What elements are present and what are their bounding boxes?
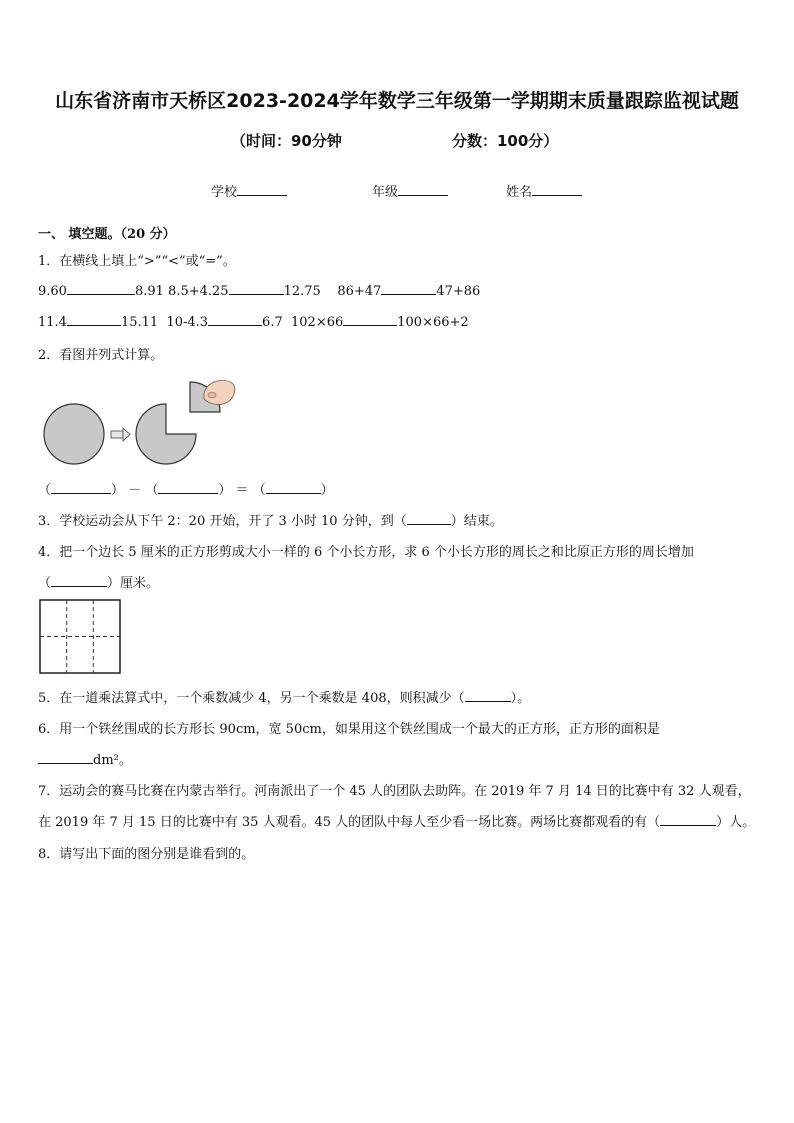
q1-row1: 9.60 8.91 8.5+4.25 12.75 86+47 47+86	[38, 284, 481, 299]
answer-blank[interactable]	[158, 481, 218, 494]
q8-text: 8．请写出下面的图分别是谁看到的。	[38, 847, 255, 862]
q2-text: 2．看图并列式计算。	[38, 348, 164, 363]
q4-square-figure	[39, 599, 123, 675]
name-field[interactable]	[506, 181, 582, 200]
grade-blank[interactable]	[398, 183, 448, 196]
school-label: 学校	[211, 185, 238, 200]
answer-blank[interactable]	[67, 313, 121, 326]
square-outline	[40, 600, 120, 673]
q1-text: 1．在横线上填上“>”“<”或“=”。	[38, 254, 236, 269]
q5-text: 5．在一道乘法算式中，一个乘数减少 4，另一个乘数是 408，则积减少（ ）。	[38, 691, 531, 706]
section-heading: 一、 填空题。（20 分）	[38, 227, 176, 242]
school-blank[interactable]	[237, 183, 287, 196]
q3-text: 3．学校运动会从下午 2：20 开始，开了 3 小时 10 分钟，到（ ）结束。	[38, 514, 503, 529]
q2-figure	[38, 375, 298, 475]
q6-line1: 6．用一个铁丝围成的长方形长 90cm，宽 50cm，如果用这个铁丝围成一个最大的正方形，正方形的面积是	[38, 722, 660, 737]
full-circle	[44, 404, 104, 464]
answer-blank[interactable]	[38, 751, 93, 764]
q4-line1: 4．把一个边长 5 厘米的正方形剪成大小一样的 6 个小长方形，求 6 个小长方形的周长之和比原正方形的周长增加	[38, 545, 694, 560]
answer-blank[interactable]	[343, 313, 397, 326]
q7-line2: 在 2019 年 7 月 15 日的比赛中有 35 人观看。45 人的团队中每人至少看一场比赛。两场比赛都观看的有（ ）人。	[38, 815, 756, 830]
answer-blank[interactable]	[465, 689, 511, 702]
hand-icon	[204, 380, 235, 404]
answer-blank[interactable]	[266, 481, 321, 494]
exam-time: （时间：90分钟	[231, 132, 342, 150]
answer-blank[interactable]	[51, 574, 107, 587]
arrow-icon	[111, 428, 130, 441]
q1-row2: 11.4 15.11 10-4.3 6.7 102×66 100×66+2	[38, 315, 469, 330]
answer-blank[interactable]	[407, 512, 451, 525]
name-blank[interactable]	[532, 183, 582, 196]
q6-line2: dm²。	[38, 749, 132, 768]
three-quarter-circle	[136, 404, 196, 464]
answer-blank[interactable]	[229, 282, 284, 295]
q2-answer-row: （ ） － （ ） ＝ （ ）	[38, 483, 334, 498]
page-title: 山东省济南市天桥区2023-2024学年数学三年级第一学期期末质量跟踪监视试题	[55, 90, 739, 112]
q4-line2: （ ）厘米。	[38, 576, 160, 591]
grade-field[interactable]	[372, 181, 448, 200]
answer-blank[interactable]	[67, 282, 135, 295]
answer-blank[interactable]	[381, 282, 436, 295]
exam-score: 分数：100分）	[452, 132, 559, 150]
answer-blank[interactable]	[51, 481, 111, 494]
school-field[interactable]	[211, 181, 287, 200]
answer-blank[interactable]	[208, 313, 262, 326]
answer-blank[interactable]	[660, 813, 716, 826]
name-label: 姓名	[506, 185, 533, 200]
q7-line1: 7．运动会的赛马比赛在内蒙古举行。河南派出了一个 45 人的团队去助阵。在 2019 年 7 月 14 日的比赛中有 32 人观看，	[38, 784, 751, 799]
grade-label: 年级	[372, 185, 399, 200]
